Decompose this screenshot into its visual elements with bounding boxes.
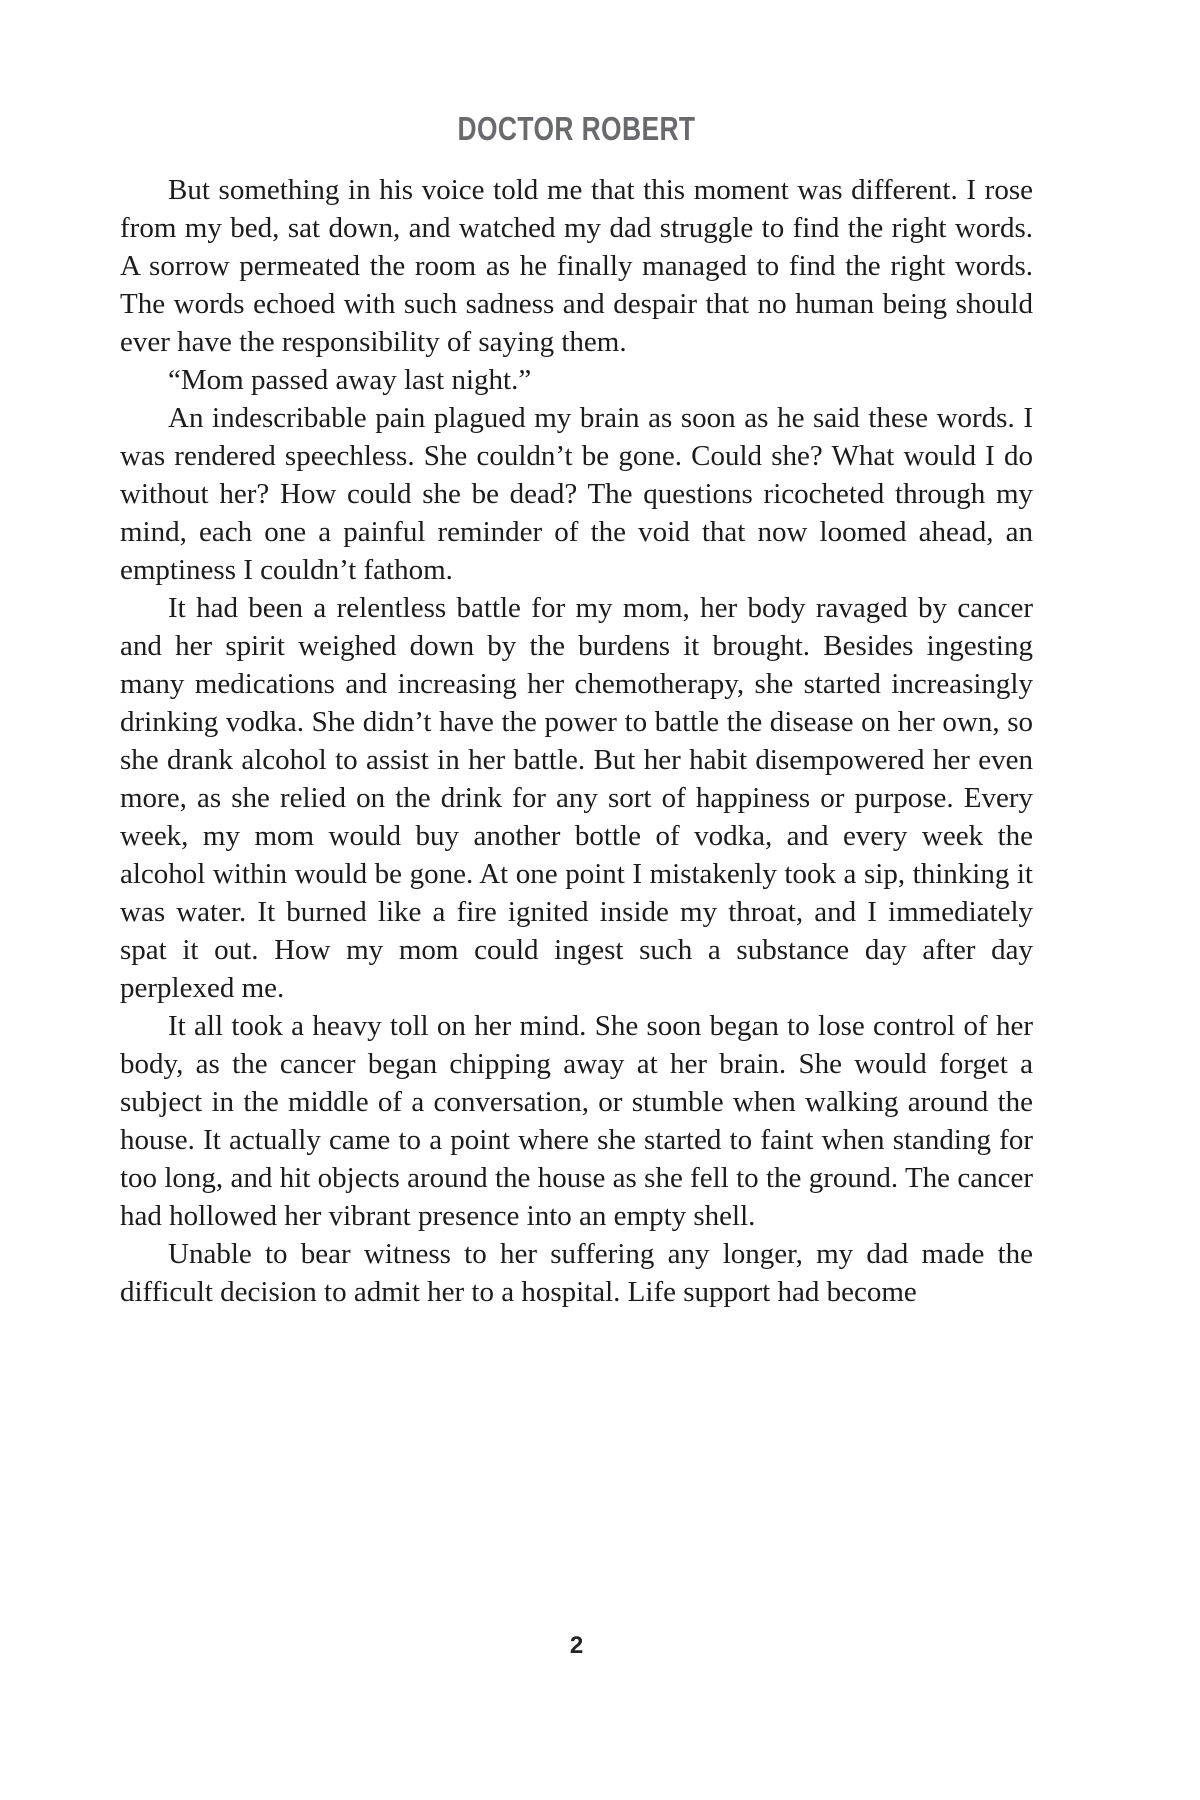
paragraph-1: But something in his voice told me that this moment was different. I rose from my bed, sat down, and watched my dad struggle to find the right words. A sorrow permeated the room as he finally managed to find the right words. The words echoed with such sadness and despair that no human being should ever have the responsibility of saying them. (120, 174, 1033, 358)
paragraph-4: It had been a relentless battle for my mom, her body ravaged by cancer and her spirit weighed down by the burdens it brought. Besides ingesting many medications and increasing her chemotherapy, she started increasingly drinking vodka. She didn’t have the power to battle the disease on her own, so she drank alcohol to assist in her battle. But her habit disempowered her even more, as she relied on the drink for any sort of happiness or purpose. Every week, my mom would buy another bottle of vodka, and every week the alcohol within would be gone. At one point I mistakenly took a sip, thinking it was water. It burned like a fire ignited inside my throat, and I immediately spat it out. How my mom could ingest such a substance day after day perplexed me. (120, 592, 1033, 1004)
page-number: 2 (569, 1632, 584, 1659)
paragraph-2-dialogue: “Mom passed away last night.” (168, 364, 532, 396)
paragraph-6: Unable to bear witness to her suffering any longer, my dad made the difficult decision to admit her to a hospital. Life support had become (120, 1238, 1033, 1308)
body-text (120, 171, 1033, 1311)
paragraph-3: An indescribable pain plagued my brain as soon as he said these words. I was rendered speechless. She couldn’t be gone. Could she? What would I do without her? How could she be dead? The questions ricocheted through my mind, each one a painful reminder of the void that now loomed ahead, an emptiness I couldn’t fathom. (120, 402, 1033, 586)
running-header-title: DOCTOR ROBERT (457, 110, 696, 147)
paragraph-5: It all took a heavy toll on her mind. She soon began to lose control of her body, as the cancer began chipping away at her brain. She would forget a subject in the middle of a conversation, or stumble when walking around the house. It actually came to a point where she started to faint when standing for too long, and hit objects around the house as she fell to the ground. The cancer had hollowed her vibrant presence into an empty shell. (120, 1010, 1033, 1232)
